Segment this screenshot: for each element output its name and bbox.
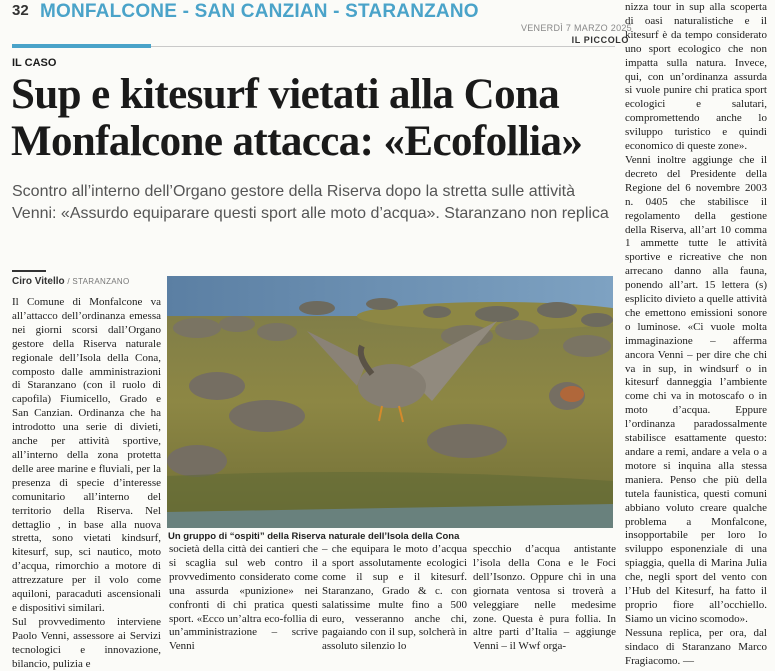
photo-caption: Un gruppo di “ospiti” della Riserva naturale dell’Isola della Cona: [168, 531, 460, 542]
body-column-1: Il Comune di Monfalcone va all’attacco dell’ordinanza emessa nei giorni scorsi dall’Organo gestore della Riserva naturale regionale dell’Isola della Cona, composto dalle amministrazioni di Staranzano (con il ruolo di capofila) Fiumicello, Grado e San Canzian. Ordinanza che ha introdotto una serie di divieti, anche per attività sportive, all’interno della zona protetta delle aree marine e fluviali, per la presenza di specie d’interesse comunitario all’interno del territorio della Riserva. Nel dettaglio , in base alla nuova stretta, sono vietati kindsurf, kitesurf, sup, sci nautico, moto d’acqua, rimorchio a motore di attrezzature per il volo come aquiloni, paracaduti ascensionali e dispositivi similari. Sul provvedimento interviene Paolo Venni, assessore ai Servizi tecnologici e innovazione, bilancio, pulizia e: [12, 296, 161, 670]
section-rule: [151, 46, 615, 47]
byline: [12, 276, 130, 287]
headline-line-1: Sup e kitesurf vietati alla Cona: [11, 71, 560, 118]
subheadline-line-1: Scontro all’interno dell’Organo gestore della Riserva dopo la stretta sulle attività: [12, 183, 575, 200]
subheadline-line-2: Venni: «Assurdo equiparare questi sport alle moto d’acqua». Staranzano non replica: [12, 205, 609, 222]
geese-photo-illustration: [167, 276, 613, 528]
headline-line-2: Monfalcone attacca: «Ecofollia»: [11, 118, 583, 165]
body-column-4: specchio d’acqua antistante l’isola della Cona e le Foci dell’Isonzo. Oppure chi in una giornata ventosa si troverà a veleggiare nelle medesime zone. Questa è pura follia. In altre parti d’Italia – aggiunge Venni – il Wwf orga-: [473, 543, 616, 653]
page-number: 32: [12, 2, 29, 19]
article-photo: [167, 276, 613, 528]
issue-date: VENERDÌ 7 MARZO 2025: [520, 23, 632, 33]
newspaper-name: IL PICCOLO: [571, 35, 629, 45]
section-title: MONFALCONE - SAN CANZIAN - STARANZANO: [40, 1, 479, 22]
subheadline: [12, 181, 617, 225]
body-column-5: nizza tour in sup alla scoperta di oasi naturalistiche e il kitesurf è da tempo considerato uno sport ecologico che non impatta sulla natura. Invece, qui, con un’ordinanza assurda si vuole punire chi pratica sport ecologici e salutari, compromettendo anche lo sviluppo turistico e quindi economico di queste zone». Venni inoltre aggiunge che il decreto del Presidente della Regione del 6 novembre 2003 n. 0405 che stabilisce il regolamento della gestione della Riserva, all’art 10 comma 1 ammette tutte le attività sportive e ricreative che non arrecano danno alla fauna, ponendo all’art. 15 lettera (s) esplicito divieto a quelle attività che emettono emissioni sonore o luminose. «Ci vuole molta immaginazione – afferma ancora Venni – per dire che chi va in sup, in windsurf o in kitesurf danneggia l’ambiente come chi va in motoscafo o in moto d’acqua. Eppure l’ordinanza paradossalmente stabilisce esattamente questo: andare a remi, andare a vela o a motore si inquina alla stessa maniera. Penso che più della tutela faunistica, questi comuni abbiano voluto creare qualche problema a Monfalcone, insopportabile per loro lo sviluppo esponenziale di una spiaggia, quella di Marina Julia che, negli sport del vento con l’Hub del Kitesurf, ha fatto il proprio fiore all’occhiello. Siamo un vicino scomodo». Nessuna replica, per ora, dal sindaco di Staranzano Marco Fragiacomo. —: [625, 1, 767, 667]
author-name: Ciro Vitello: [12, 276, 65, 287]
body-column-2: società della città dei cantieri che si scaglia sul web contro il provvedimento considerato come una assurda «punizione» nei confronti di chi pratica questi sport. «Ecco un’altra eco-follia di un’amministrazione – scrive Venni: [169, 543, 318, 653]
body-column-3: – che equipara le moto d’acqua a sport assolutamente ecologici come il sup e il kitesurf. Staranzano, Grado & c. con salatissime multe fino a 500 euro, vesseranno anche chi, pagaiando con il sup, solcherà in assoluto silenzio lo: [322, 543, 467, 653]
byline-rule: [12, 270, 46, 272]
author-location: / STARANZANO: [67, 277, 130, 286]
section-rule-accent: [12, 44, 151, 48]
kicker: IL CASO: [12, 57, 57, 69]
headline: [11, 71, 626, 165]
